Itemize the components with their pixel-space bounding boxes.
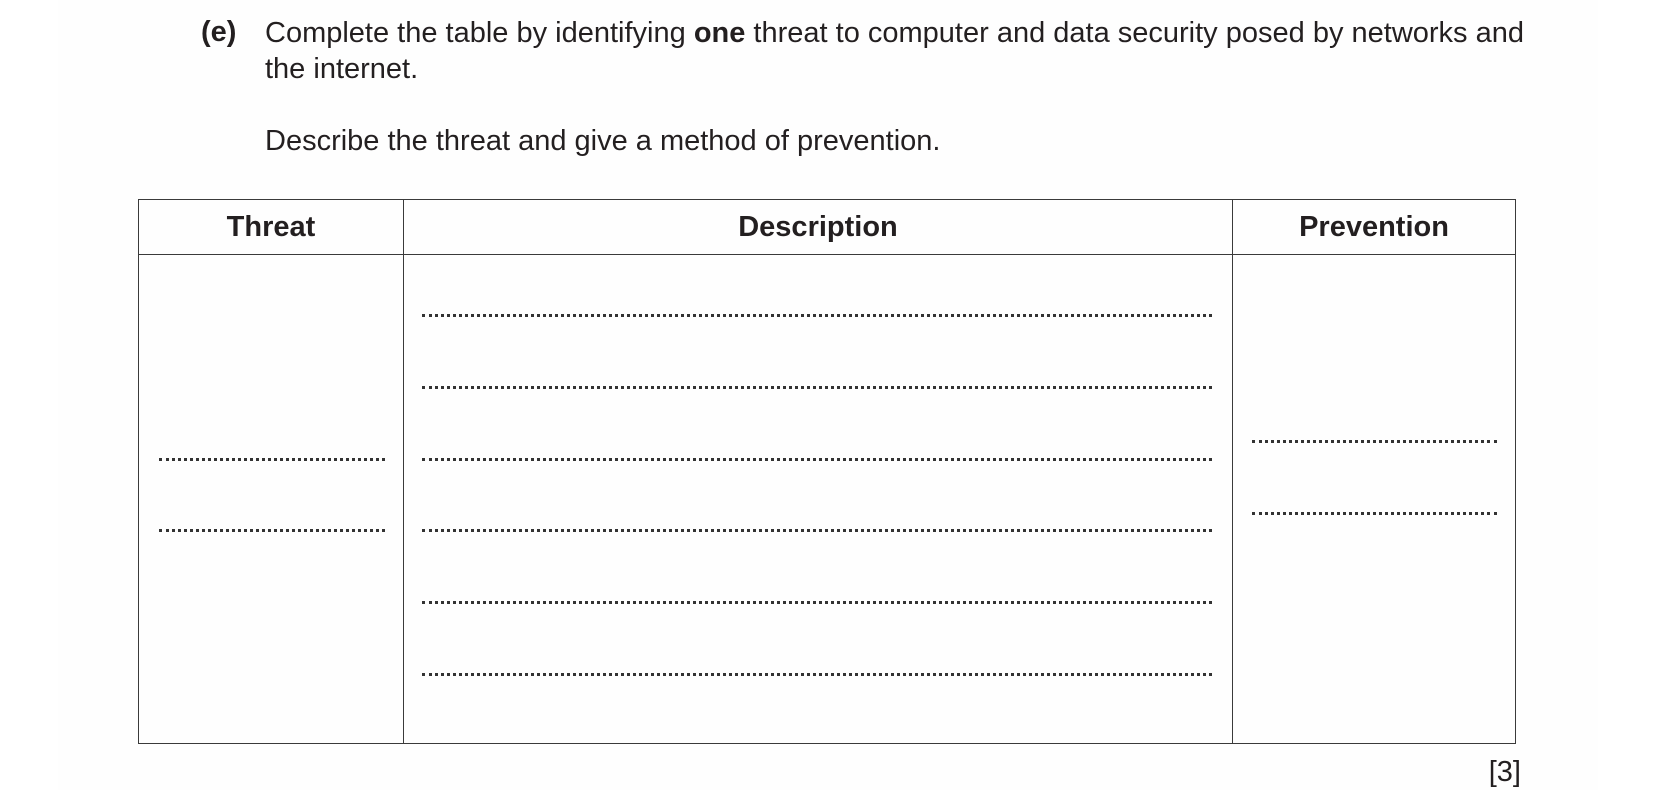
- description-answer-line[interactable]: [422, 314, 1212, 317]
- threat-answer-line[interactable]: [159, 529, 385, 532]
- header-prevention: Prevention: [1233, 200, 1516, 255]
- prevention-answer-cell[interactable]: [1233, 255, 1516, 744]
- header-description: Description: [404, 200, 1233, 255]
- description-answer-line[interactable]: [422, 673, 1212, 676]
- question-label: (e): [201, 16, 237, 48]
- question-text-end: threat to computer and data security posed by networks and the internet.: [265, 17, 1524, 85]
- question-text: [265, 15, 1525, 87]
- description-answer-cell[interactable]: [404, 255, 1233, 744]
- description-answer-line[interactable]: [422, 386, 1212, 389]
- header-threat: Threat: [139, 200, 404, 255]
- prevention-answer-line[interactable]: [1252, 440, 1497, 443]
- answer-table-header-row: [139, 200, 1516, 255]
- answer-table: [138, 199, 1516, 744]
- description-answer-line[interactable]: [422, 458, 1212, 461]
- question-instruction: Describe the threat and give a method of prevention.: [265, 125, 941, 157]
- question-text-start: Complete the table by identifying: [265, 17, 694, 49]
- question-text-emphasis: one: [693, 17, 746, 49]
- threat-answer-cell[interactable]: [139, 255, 404, 744]
- description-answer-line[interactable]: [422, 601, 1212, 604]
- prevention-answer-line[interactable]: [1252, 512, 1497, 515]
- description-answer-line[interactable]: [422, 529, 1212, 532]
- answer-row: [139, 255, 1516, 744]
- marks-available: [3]: [1488, 756, 1521, 788]
- threat-answer-line[interactable]: [159, 458, 385, 461]
